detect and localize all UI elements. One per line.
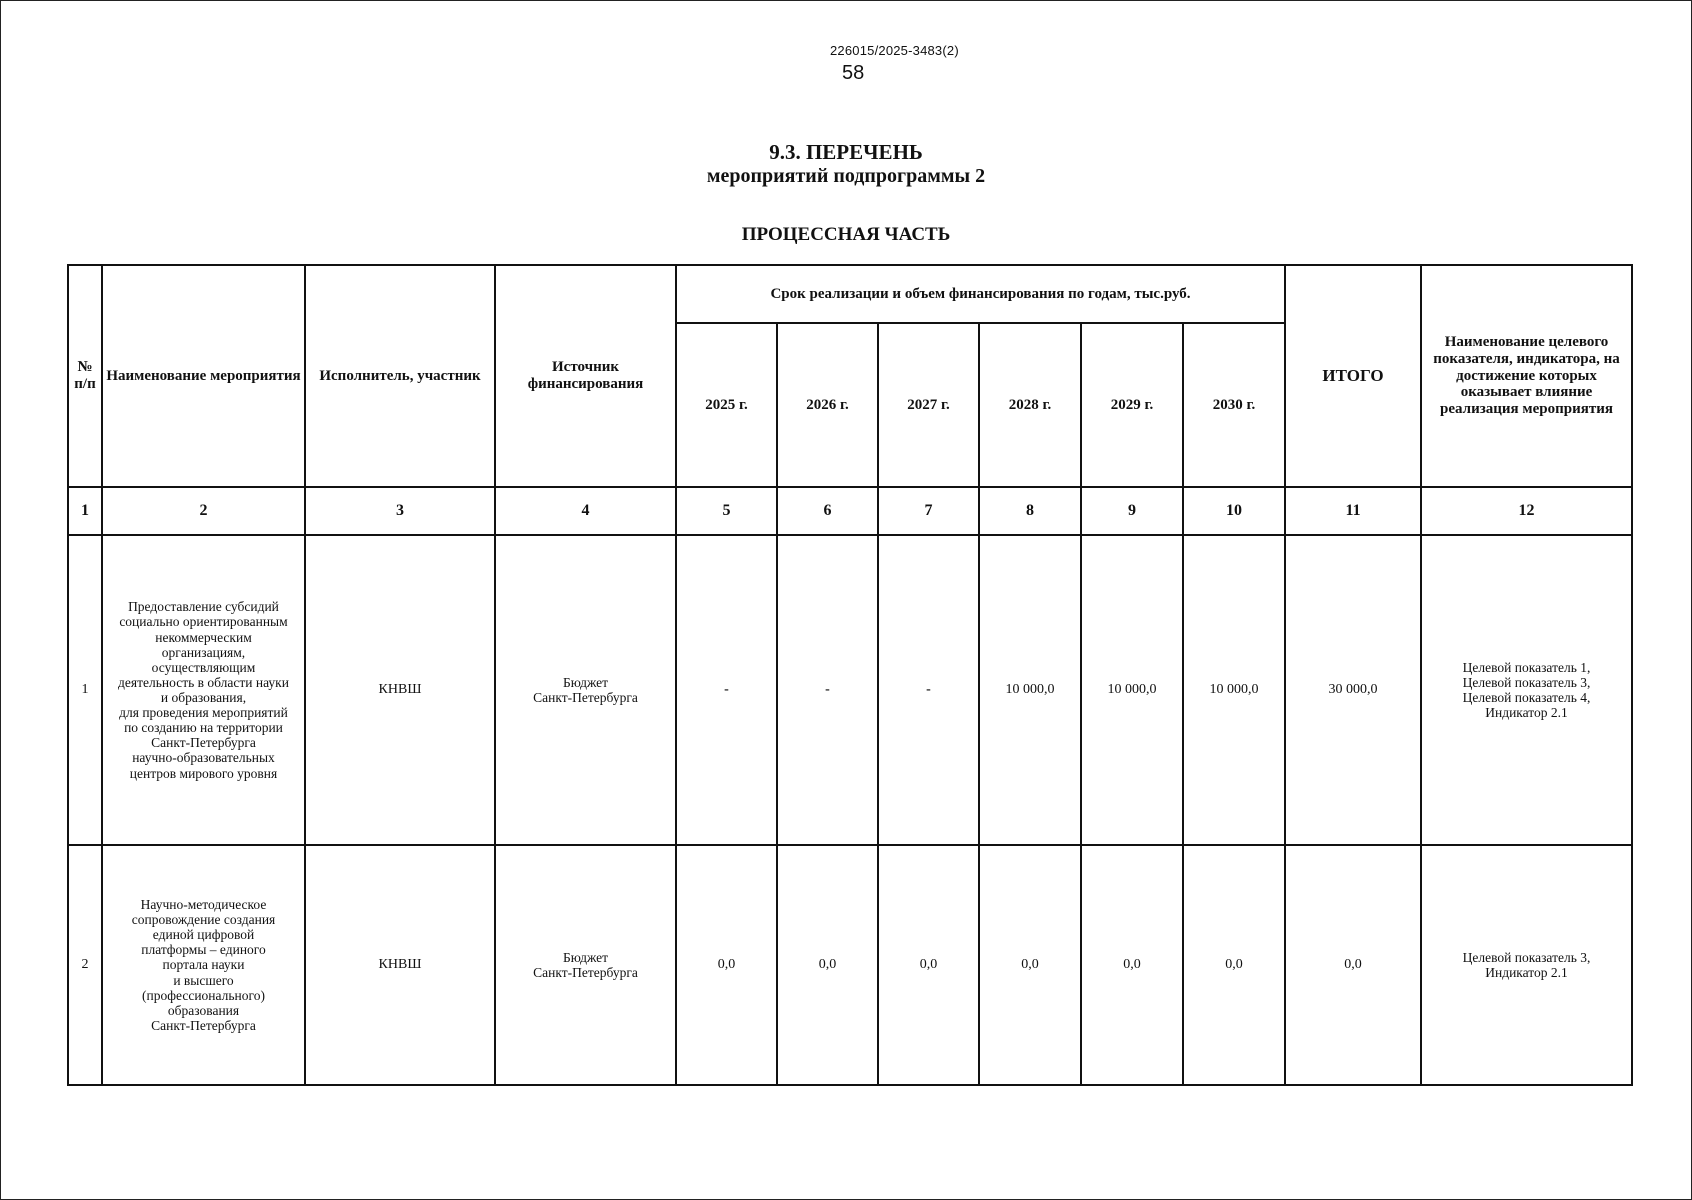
header-executor: Исполнитель, участник [305,265,495,487]
table-row [68,535,1632,845]
year-value: 0,0 [1183,845,1285,1085]
total-value: 30 000,0 [1285,535,1421,845]
column-number: 5 [676,487,777,535]
column-number: 4 [495,487,676,535]
header-indicator: Наименование целевого показателя, индикатора, на достижение которых оказывает влияние реализация мероприятия [1421,265,1632,487]
year-value: - [676,535,777,845]
header-year: 2027 г. [878,323,979,487]
column-number: 3 [305,487,495,535]
executor: КНВШ [305,845,495,1085]
year-value: 0,0 [1081,845,1183,1085]
year-value: - [878,535,979,845]
total-value: 0,0 [1285,845,1421,1085]
column-numbers-row [68,487,1632,535]
year-value: 0,0 [979,845,1081,1085]
header-year: 2025 г. [676,323,777,487]
column-number: 10 [1183,487,1285,535]
column-number: 9 [1081,487,1183,535]
measures-table [67,264,1633,1086]
header-year: 2030 г. [1183,323,1285,487]
section-title: ПРОЦЕССНАЯ ЧАСТЬ [741,224,951,245]
measure-name: Предоставление субсидий социально ориентированным некоммерческим организациям, осуществляющим деятельность в области науки и образования, для проведения мероприятий по созданию на территории Санкт-Петербурга научно-образовательных центров мирового уровня [102,535,305,845]
funding-source: Бюджет Санкт-Петербурга [495,845,676,1085]
column-number: 7 [878,487,979,535]
header-total: ИТОГО [1285,265,1421,487]
header-name: Наименование мероприятия [102,265,305,487]
year-value: 10 000,0 [1081,535,1183,845]
document-title: 9.3. ПЕРЕЧЕНЬ [769,140,923,164]
header-period: Срок реализации и объем финансирования по годам, тыс.руб. [676,265,1285,323]
year-value: 0,0 [878,845,979,1085]
document-subtitle: мероприятий подпрограммы 2 [706,165,986,187]
year-value: 0,0 [777,845,878,1085]
page-number: 58 [842,62,865,84]
column-number: 11 [1285,487,1421,535]
column-number: 8 [979,487,1081,535]
header-year: 2029 г. [1081,323,1183,487]
row-num: 1 [68,535,102,845]
measure-name: Научно-методическое сопровождение создания единой цифровой платформы – единого портала науки и высшего (профессионального) образования Санкт-Петербурга [102,845,305,1085]
header-year: 2026 г. [777,323,878,487]
indicator: Целевой показатель 3, Индикатор 2.1 [1421,845,1632,1085]
column-number: 6 [777,487,878,535]
column-number: 12 [1421,487,1632,535]
header-source: Источник финансирования [495,265,676,487]
column-number: 2 [102,487,305,535]
column-number: 1 [68,487,102,535]
year-value: - [777,535,878,845]
row-num: 2 [68,845,102,1085]
executor: КНВШ [305,535,495,845]
year-value: 10 000,0 [979,535,1081,845]
year-value: 10 000,0 [1183,535,1285,845]
document-id: 226015/2025-3483(2) [830,43,959,58]
table-row [68,845,1632,1085]
header-year: 2028 г. [979,323,1081,487]
year-value: 0,0 [676,845,777,1085]
funding-source: Бюджет Санкт-Петербурга [495,535,676,845]
header-num: № п/п [68,265,102,487]
indicator: Целевой показатель 1, Целевой показатель 3, Целевой показатель 4, Индикатор 2.1 [1421,535,1632,845]
